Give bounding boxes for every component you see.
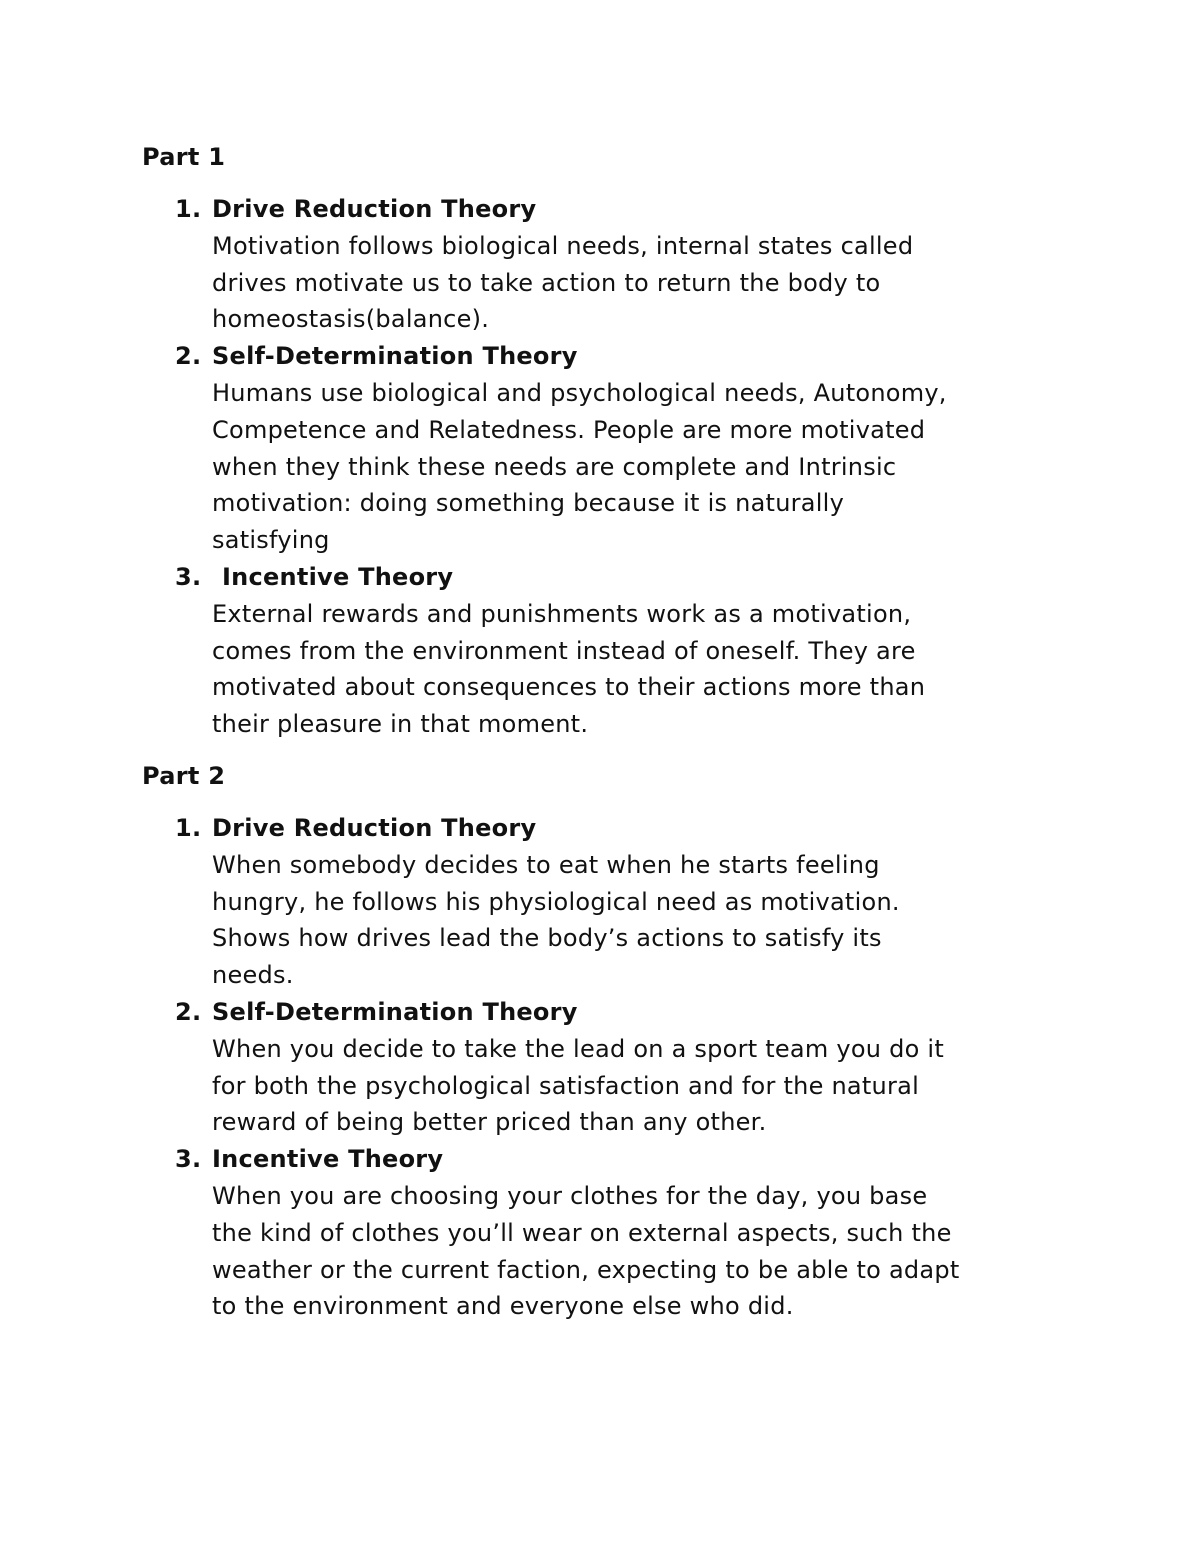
part-1-item-drive-reduction [170,191,1070,338]
item-description-line: Shows how drives lead the body’s actions to satisfy its [212,924,882,953]
item-description-line: motivation: doing something because it is naturally [212,489,845,518]
item-title: Self-Determination Theory [212,997,578,1026]
part-1-heading: Part 1 [142,143,226,171]
item-title: Drive Reduction Theory [212,195,537,223]
part-1-item-self-determination [170,338,1070,559]
item-number: 3. [175,562,202,591]
item-description-line: reward of being better priced than any other. [212,1108,767,1137]
item-number: 1. [175,814,202,842]
item-description-line: External rewards and punishments work as a motivation, [212,599,912,628]
part-2-heading: Part 2 [142,762,226,790]
item-description-line: Motivation follows biological needs, internal states called [212,231,914,260]
item-description-line: comes from the environment instead of oneself. They are [212,636,916,665]
item-title: Incentive Theory [212,1145,444,1174]
item-title: Incentive Theory [222,562,454,591]
part-2-item-drive-reduction [170,810,1070,994]
item-title: Drive Reduction Theory [212,814,537,842]
part-2-item-incentive [170,1141,1070,1325]
item-description-line: When somebody decides to eat when he starts feeling [212,850,880,879]
part-1-item-incentive [170,559,1070,743]
item-number: 1. [175,195,202,223]
item-description-line: Competence and Relatedness. People are more motivated [212,415,926,444]
item-description-line: drives motivate us to take action to return the body to [212,268,881,297]
item-number: 3. [175,1145,202,1174]
item-description-line: to the environment and everyone else who did. [212,1292,794,1321]
item-description-line: for both the psychological satisfaction and for the natural [212,1071,919,1100]
part-2-item-self-determination [170,994,1070,1141]
item-description-line: when they think these needs are complete and Intrinsic [212,452,897,481]
item-description-line: homeostasis(balance). [212,305,490,334]
item-description-line: the kind of clothes you’ll wear on external aspects, such the [212,1218,952,1247]
part-1-list [170,191,1070,743]
part-2-list [170,810,1070,1325]
item-description-line: motivated about consequences to their actions more than [212,673,926,702]
item-description-line: hungry, he follows his physiological need as motivation. [212,887,900,916]
item-description-line: satisfying [212,526,330,555]
item-number: 2. [175,342,202,371]
item-description-line: needs. [212,961,294,990]
item-description-line: their pleasure in that moment. [212,710,589,739]
item-title: Self-Determination Theory [212,342,578,371]
item-description-line: When you are choosing your clothes for the day, you base [212,1181,928,1210]
item-description-line: weather or the current faction, expecting to be able to adapt [212,1255,960,1284]
item-description-line: Humans use biological and psychological needs, Autonomy, [212,378,947,407]
item-number: 2. [175,997,202,1026]
item-description-line: When you decide to take the lead on a sport team you do it [212,1034,944,1063]
